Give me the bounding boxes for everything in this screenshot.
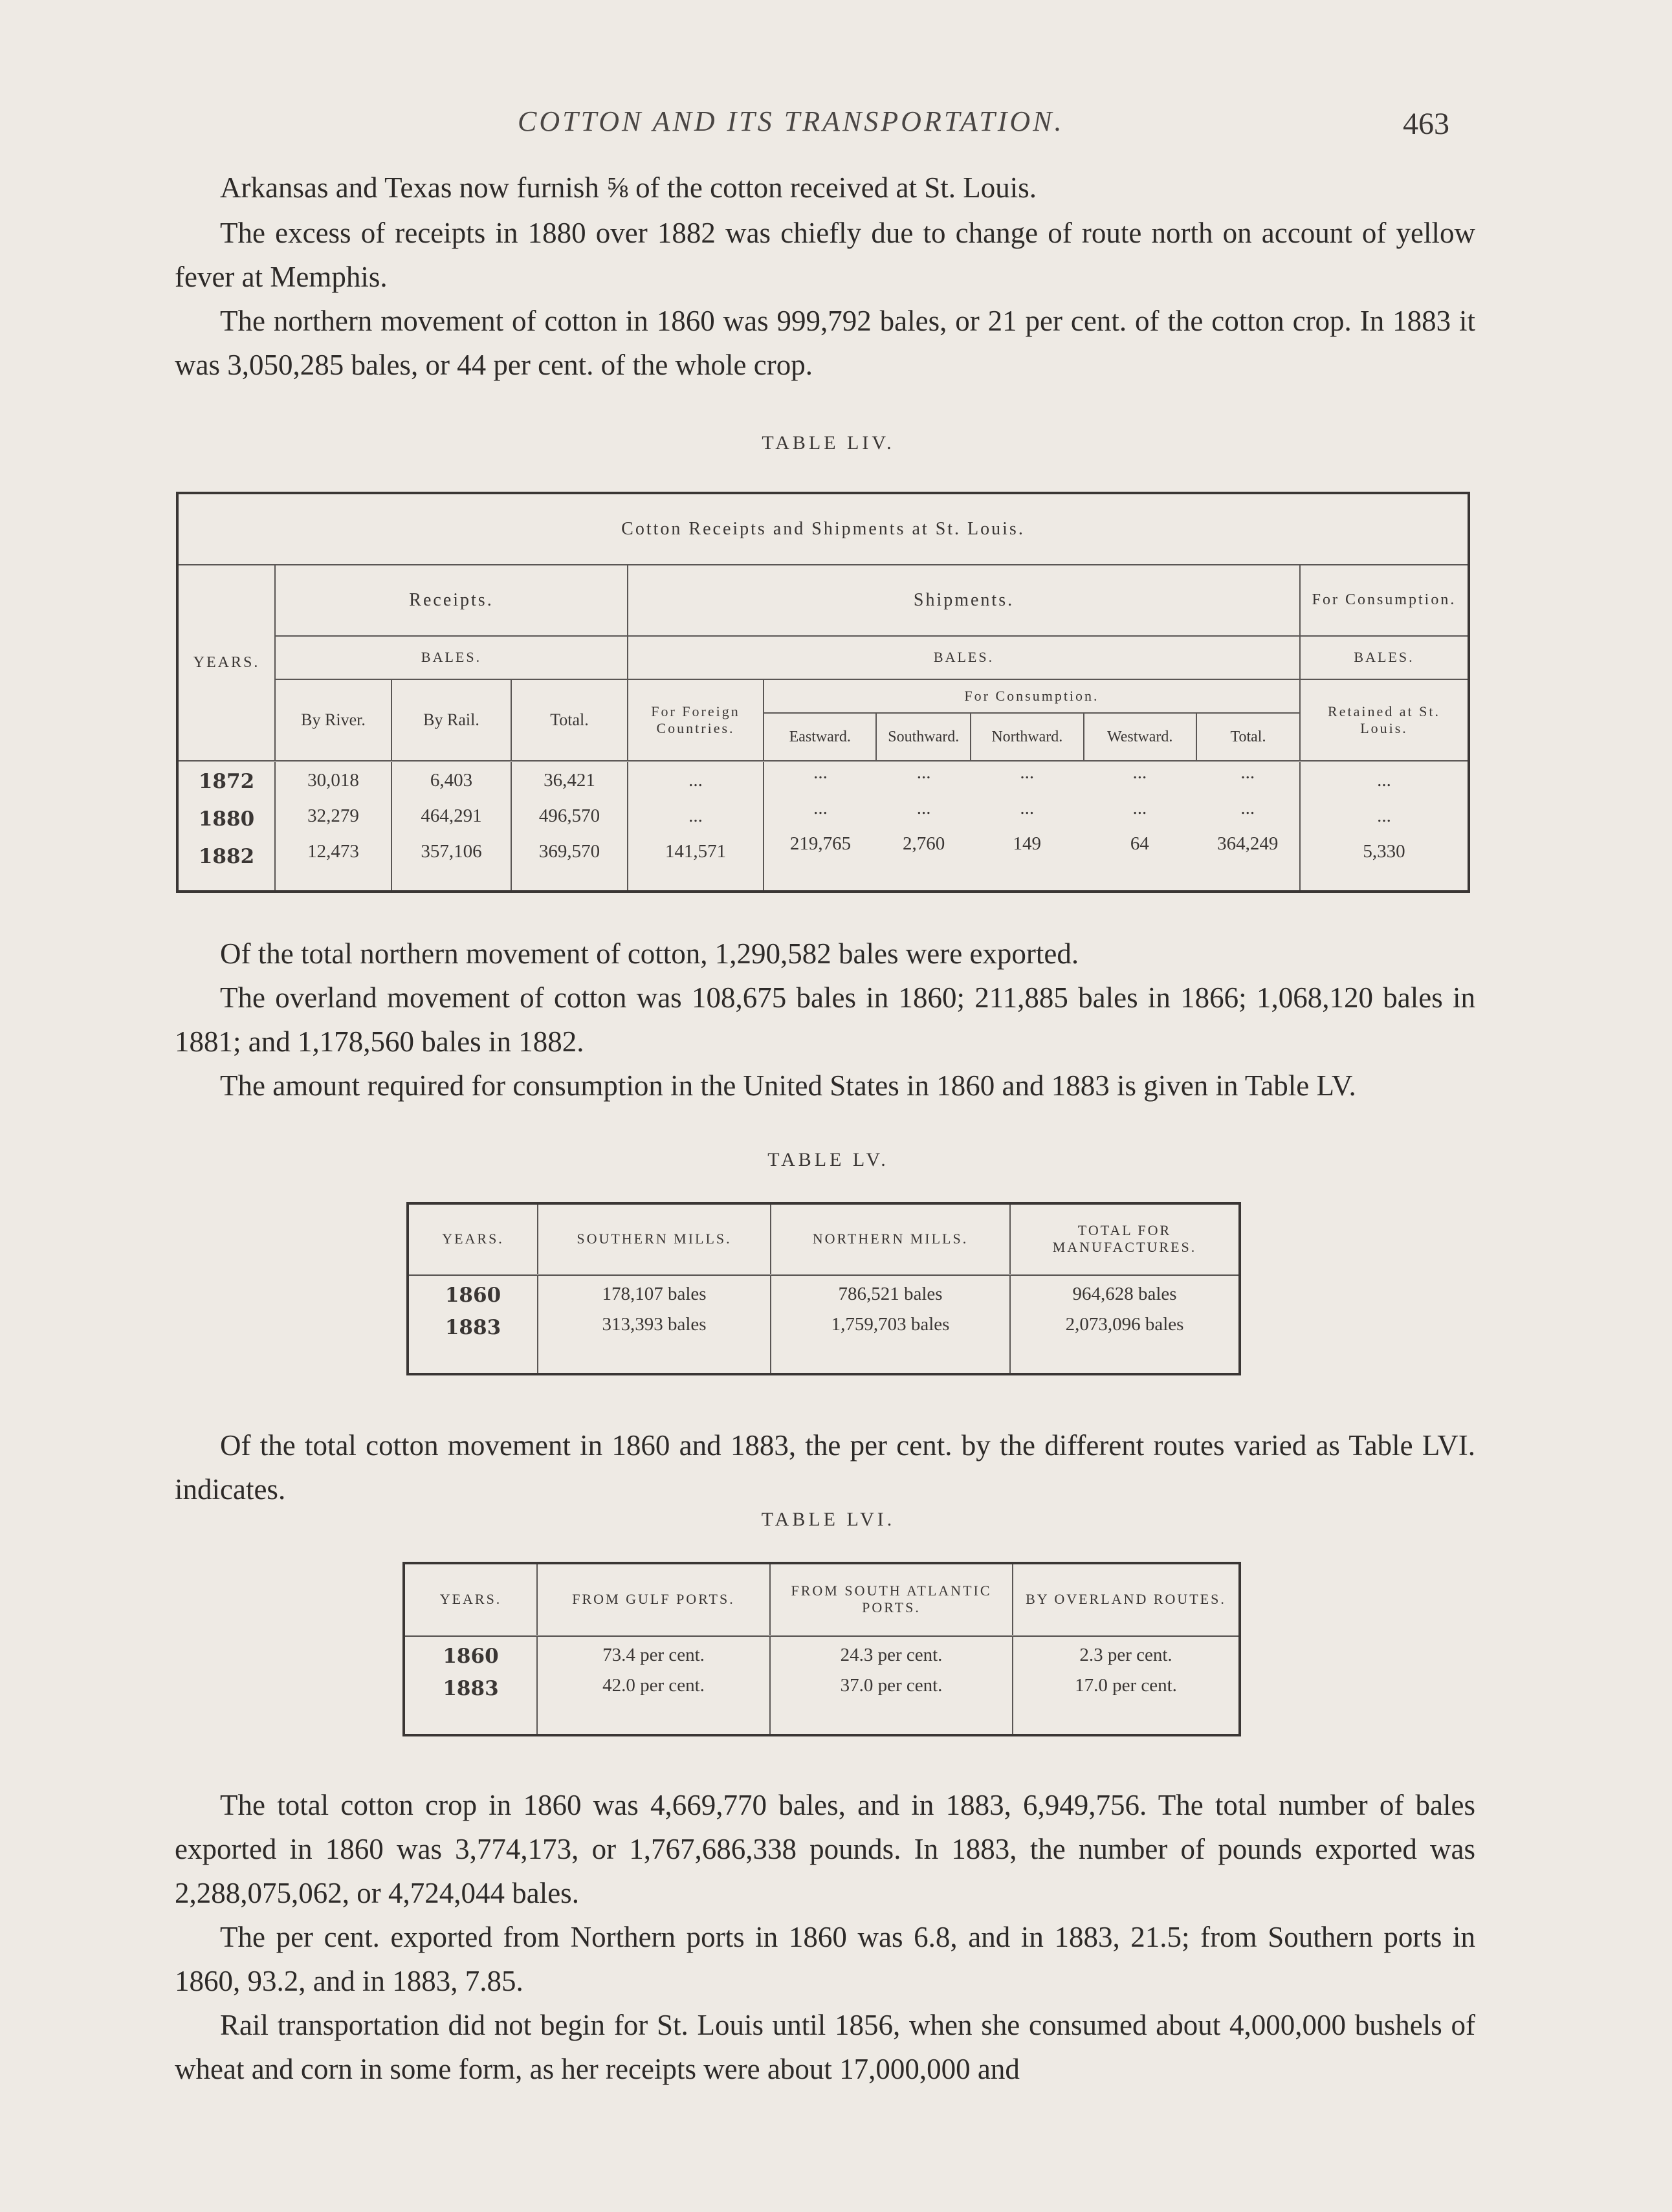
for-consumption-header: For Consumption. — [1300, 565, 1469, 637]
paragraph-8: The total cotton crop in 1860 was 4,669,770 bales, and in 1883, 6,949,756. The total number of bales exported in 1860 was 3,774,173, or 1,767,686,338 pounds. In 1883, the number of pounds exported was 2,288,075,062, or 4,724,044 bales. — [175, 1789, 1475, 1909]
table-liv-title: Cotton Receipts and Shipments at St. Louis. — [177, 493, 1469, 565]
table-lv-caption: TABLE LV. — [767, 1149, 889, 1170]
lvi-years-header: YEARS. — [404, 1563, 537, 1636]
eastward-header: Eastward. — [764, 714, 877, 760]
northward-header: Northward. — [971, 714, 1084, 760]
paragraph-3: The northern movement of cotton in 1860 was 999,792 bales, or 21 per cent. of the cotton crop. In 1883 it was 3,050,285 bales, or 44 per cent. of the whole crop. — [175, 305, 1475, 381]
by-rail-col: 6,403 464,291 357,106 — [391, 761, 511, 892]
lvi-years-col: 1860 1883 — [404, 1636, 537, 1735]
retained-col: ... ... 5,330 — [1300, 761, 1469, 892]
shipments-bales: BALES. — [628, 636, 1300, 679]
paragraph-9: The per cent. exported from Northern ports in 1860 was 6.8, and in 1883, 21.5; from Southern ports in 1860, 93.2, and in 1883, 7.85. — [175, 1921, 1475, 1997]
page-header — [0, 97, 1672, 149]
lv-northern-col: 786,521 bales 1,759,703 bales — [771, 1275, 1010, 1374]
paragraph-1: Arkansas and Texas now furnish ⅝ of the cotton received at St. Louis. — [220, 171, 1037, 204]
table-liv — [176, 492, 1470, 893]
lv-northern-header: NORTHERN MILLS. — [771, 1203, 1010, 1275]
receipts-total-col: 36,421 496,570 369,570 — [511, 761, 628, 892]
by-river-col: 30,018 32,279 12,473 — [275, 761, 391, 892]
table-lv — [406, 1202, 1241, 1375]
lv-years-col: 1860 1883 — [408, 1275, 538, 1374]
table-lvi-caption: TABLE LVI. — [761, 1509, 896, 1530]
by-river-header: By River. — [275, 679, 391, 761]
paragraph-6: The amount required for consumption in the United States in 1860 and 1883 is given in Table LV. — [220, 1069, 1356, 1102]
table-liv-caption: TABLE LIV. — [762, 432, 895, 454]
lv-southern-col: 178,107 bales 313,393 bales — [538, 1275, 771, 1374]
lvi-overland-col: 2.3 per cent. 17.0 per cent. — [1013, 1636, 1240, 1735]
paragraph-4: Of the total northern movement of cotton, 1,290,582 bales were exported. — [220, 937, 1079, 970]
southward-header: Southward. — [877, 714, 971, 760]
receipts-bales: BALES. — [275, 636, 628, 679]
running-title: COTTON AND ITS TRANSPORTATION. — [518, 105, 1064, 137]
lvi-overland-header: BY OVERLAND ROUTES. — [1013, 1563, 1240, 1636]
years-header: YEARS. — [177, 565, 275, 761]
page-number: 463 — [1403, 107, 1449, 141]
lv-total-col: 964,628 bales 2,073,096 bales — [1010, 1275, 1240, 1374]
consumption-bales: BALES. — [1300, 636, 1469, 679]
lvi-gulf-col: 73.4 per cent. 42.0 per cent. — [537, 1636, 770, 1735]
receipts-total-header: Total. — [511, 679, 628, 761]
years-col — [177, 761, 275, 892]
paragraph-7: Of the total cotton movement in 1860 and 1883, the per cent. by the different routes varied as Table LVI. indicates. — [175, 1429, 1475, 1506]
lv-total-header: TOTAL FOR MANUFACTURES. — [1010, 1203, 1240, 1275]
for-consumption-sub: For Consumption. Eastward. Southward. Northward. Westward. Total. — [764, 679, 1300, 761]
table-lvi — [402, 1562, 1241, 1736]
year-1882: 1882 — [198, 845, 255, 869]
paragraph-10: Rail transportation did not begin for St. Louis until 1856, when she consumed about 4,000,000 bushels of wheat and corn in some form, as her receipts were about 17,000,000 and — [175, 2009, 1475, 2085]
lvi-atlantic-col: 24.3 per cent. 37.0 per cent. — [770, 1636, 1013, 1735]
receipts-header: Receipts. — [275, 565, 628, 637]
cons-total-header: Total. — [1230, 728, 1266, 745]
lvi-atlantic-header: FROM SOUTH ATLANTIC PORTS. — [770, 1563, 1013, 1636]
year-1872: 1872 — [198, 770, 255, 794]
paragraph-2: The excess of receipts in 1880 over 1882 was chiefly due to change of route north on account of yellow fever at Memphis. — [175, 217, 1475, 293]
paragraph-5: The overland movement of cotton was 108,675 bales in 1860; 211,885 bales in 1866; 1,068,120 bales in 1881; and 1,178,560 bales in 1882. — [175, 981, 1475, 1058]
foreign-col: ... ... 141,571 — [628, 761, 764, 892]
retained-header: Retained at St. Louis. — [1300, 679, 1469, 761]
for-foreign-header: For Foreign Countries. — [628, 679, 764, 761]
shipments-header: Shipments. — [628, 565, 1300, 637]
by-rail-header: By Rail. — [391, 679, 511, 761]
lvi-gulf-header: FROM GULF PORTS. — [537, 1563, 770, 1636]
lv-southern-header: SOUTHERN MILLS. — [538, 1203, 771, 1275]
consumption-cols: ... ... 219,765 ... ... 2,760 ... ... 149 ... ... 64 ... ... 364,249 — [764, 761, 1300, 892]
year-1880: 1880 — [198, 807, 255, 831]
lv-years-header: YEARS. — [408, 1203, 538, 1275]
westward-header: Westward. — [1084, 714, 1197, 760]
